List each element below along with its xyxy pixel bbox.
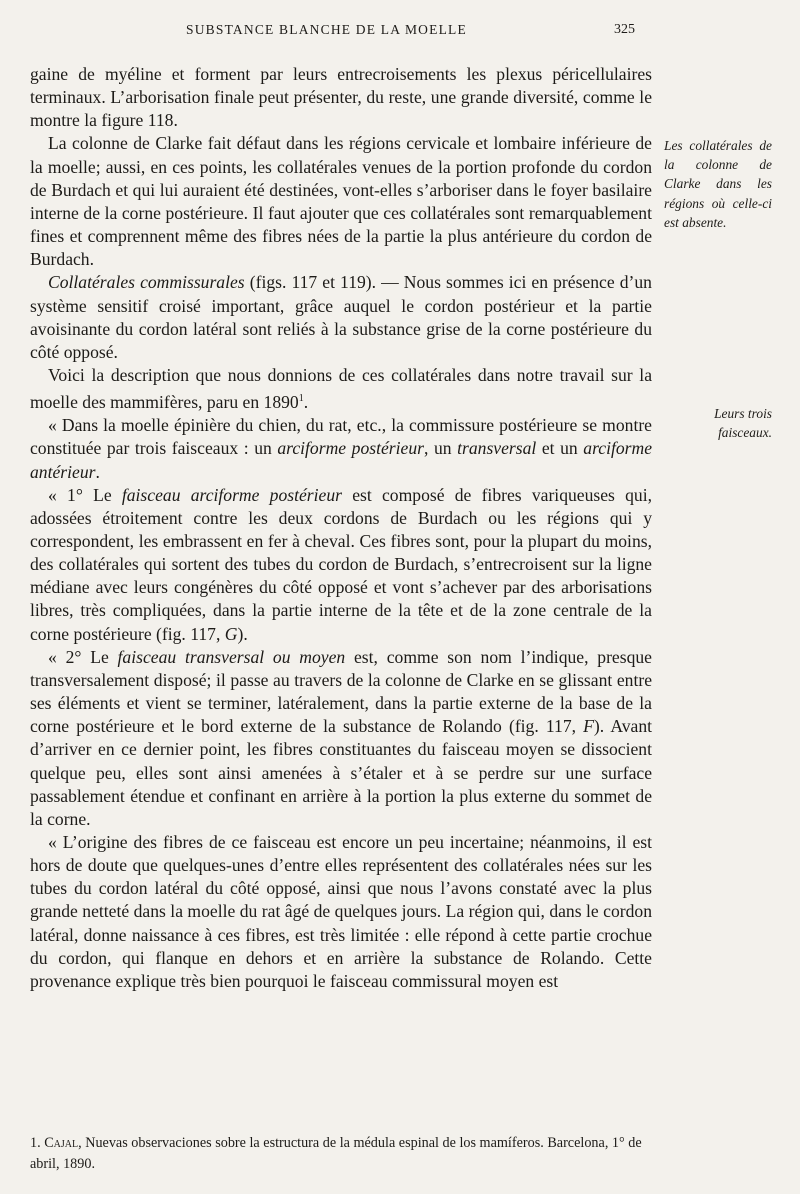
running-title: SUBSTANCE BLANCHE DE LA MOELLE (186, 22, 467, 37)
margin-note-collaterals: Les collatérales de la colonne de Clarke dans les régions où celle-ci est absente. (664, 138, 772, 230)
footnote-text: , Nuevas observaciones sobre la estructura de la médula espinal de los mamíferos. Barcelona, 1° de abril, 1890. (30, 1135, 642, 1172)
paragraph-1: gaine de myéline et forment par leurs entrecroisements les plexus péricellulaires terminaux. L’arborisation finale peut présenter, du reste, une grande diversité, comme le montre la figure 118. (30, 64, 652, 131)
page-number: 325 (614, 22, 635, 37)
paragraph-5: « Dans la moelle épinière du chien, du rat, etc., la commissure postérieure se montre constituée par trois faisceaux : un arciforme postérieur, un transversal et un arciforme antérieur. (30, 415, 652, 482)
paragraph-2: La colonne de Clarke fait défaut dans les régions cervicale et lombaire inférieure de la moelle; aussi, en ces points, les collatérales venues de la portion profonde du cordon de Burdach et qui lui auraient été destinées, vont-elles s’arboriser dans le foyer basilaire interne de la corne postérieure. Il faut ajouter que ces collatérales sont remarquablement fines et comprennent même des fibres nées de la partie la plus antérieure du cordon de Burdach. (30, 133, 652, 270)
footnote-number: 1. (30, 1135, 41, 1151)
paragraph-7: « 2° Le faisceau transversal ou moyen est, comme son nom l’indique, presque transversalement disposé; il passe au travers de la colonne de Clarke en se glissant entre ses éléments et vient se terminer, latéralement, dans la partie externe de la base de la corne postérieure et le bord externe de la substance de Rolando (fig. 117, F). Avant d’arriver en ce dernier point, les fibres constituantes du faisceau moyen se dissocient quelque peu, elles sont ainsi amenées à s’étaler et à se perdre sur une surface passablement étendue et confinant en arrière à la portion la plus externe du sommet de la corne. (30, 646, 653, 829)
paragraph-8: « L’origine des fibres de ce faisceau est encore un peu incertaine; néanmoins, il est hors de doute que quelques-unes d’entre elles représentent des collatérales nées sur les tubes du cordon latéral du côté opposé, ainsi que nous l’avons constaté avec la plus grande netteté dans la moelle du rat âgé de quelques jours. La région qui, dans le cordon latéral, donne naissance à ces fibres, est très limitée : elle répond à cette partie crochue du cordon, qui flanque en dehors et en arrière la substance de Rolando. Cette provenance explique très bien pourquoi le faisceau commissural moyen est (30, 832, 652, 991)
paragraph-3: Collatérales commissurales (figs. 117 et 119). — Nous sommes ici en présence d’un système sensitif croisé important, grâce auquel le cordon postérieur et la partie avoisinante du cordon latéral sont reliés à la substance grise de la corne postérieure du côté opposé. (30, 272, 652, 362)
body-text (30, 63, 652, 993)
footnote (30, 1133, 655, 1175)
page-header (0, 22, 800, 44)
margin-note-bundles: Leurs trois faisceaux. (714, 406, 772, 441)
footnote-author: Cajal (44, 1135, 79, 1151)
paragraph-6: « 1° Le faisceau arciforme postérieur est composé de fibres variqueuses qui, adossées étroitement contre les deux cordons de Burdach ou les régions qui y correspondent, les embrassent en fer à cheval. Ces fibres sont, pour la plupart du moins, des collatérales qui sortent des tubes du cordon de Burdach, s’entrecroisent sur la ligne médiane avec leurs congénères du côté opposé et vont s’achever par des arborisations libres, très compliquées, dans la partie interne de la tête et de la zone centrale de la corne postérieure (fig. 117, G). (30, 484, 653, 644)
paragraph-4: Voici la description que nous donnions de ces collatérales dans notre travail sur la moelle des mammifères, paru en 1890$^1$. (30, 365, 652, 413)
footnote-marker: 1 (298, 393, 304, 405)
section-heading: Collatérales commissurales (48, 272, 245, 293)
